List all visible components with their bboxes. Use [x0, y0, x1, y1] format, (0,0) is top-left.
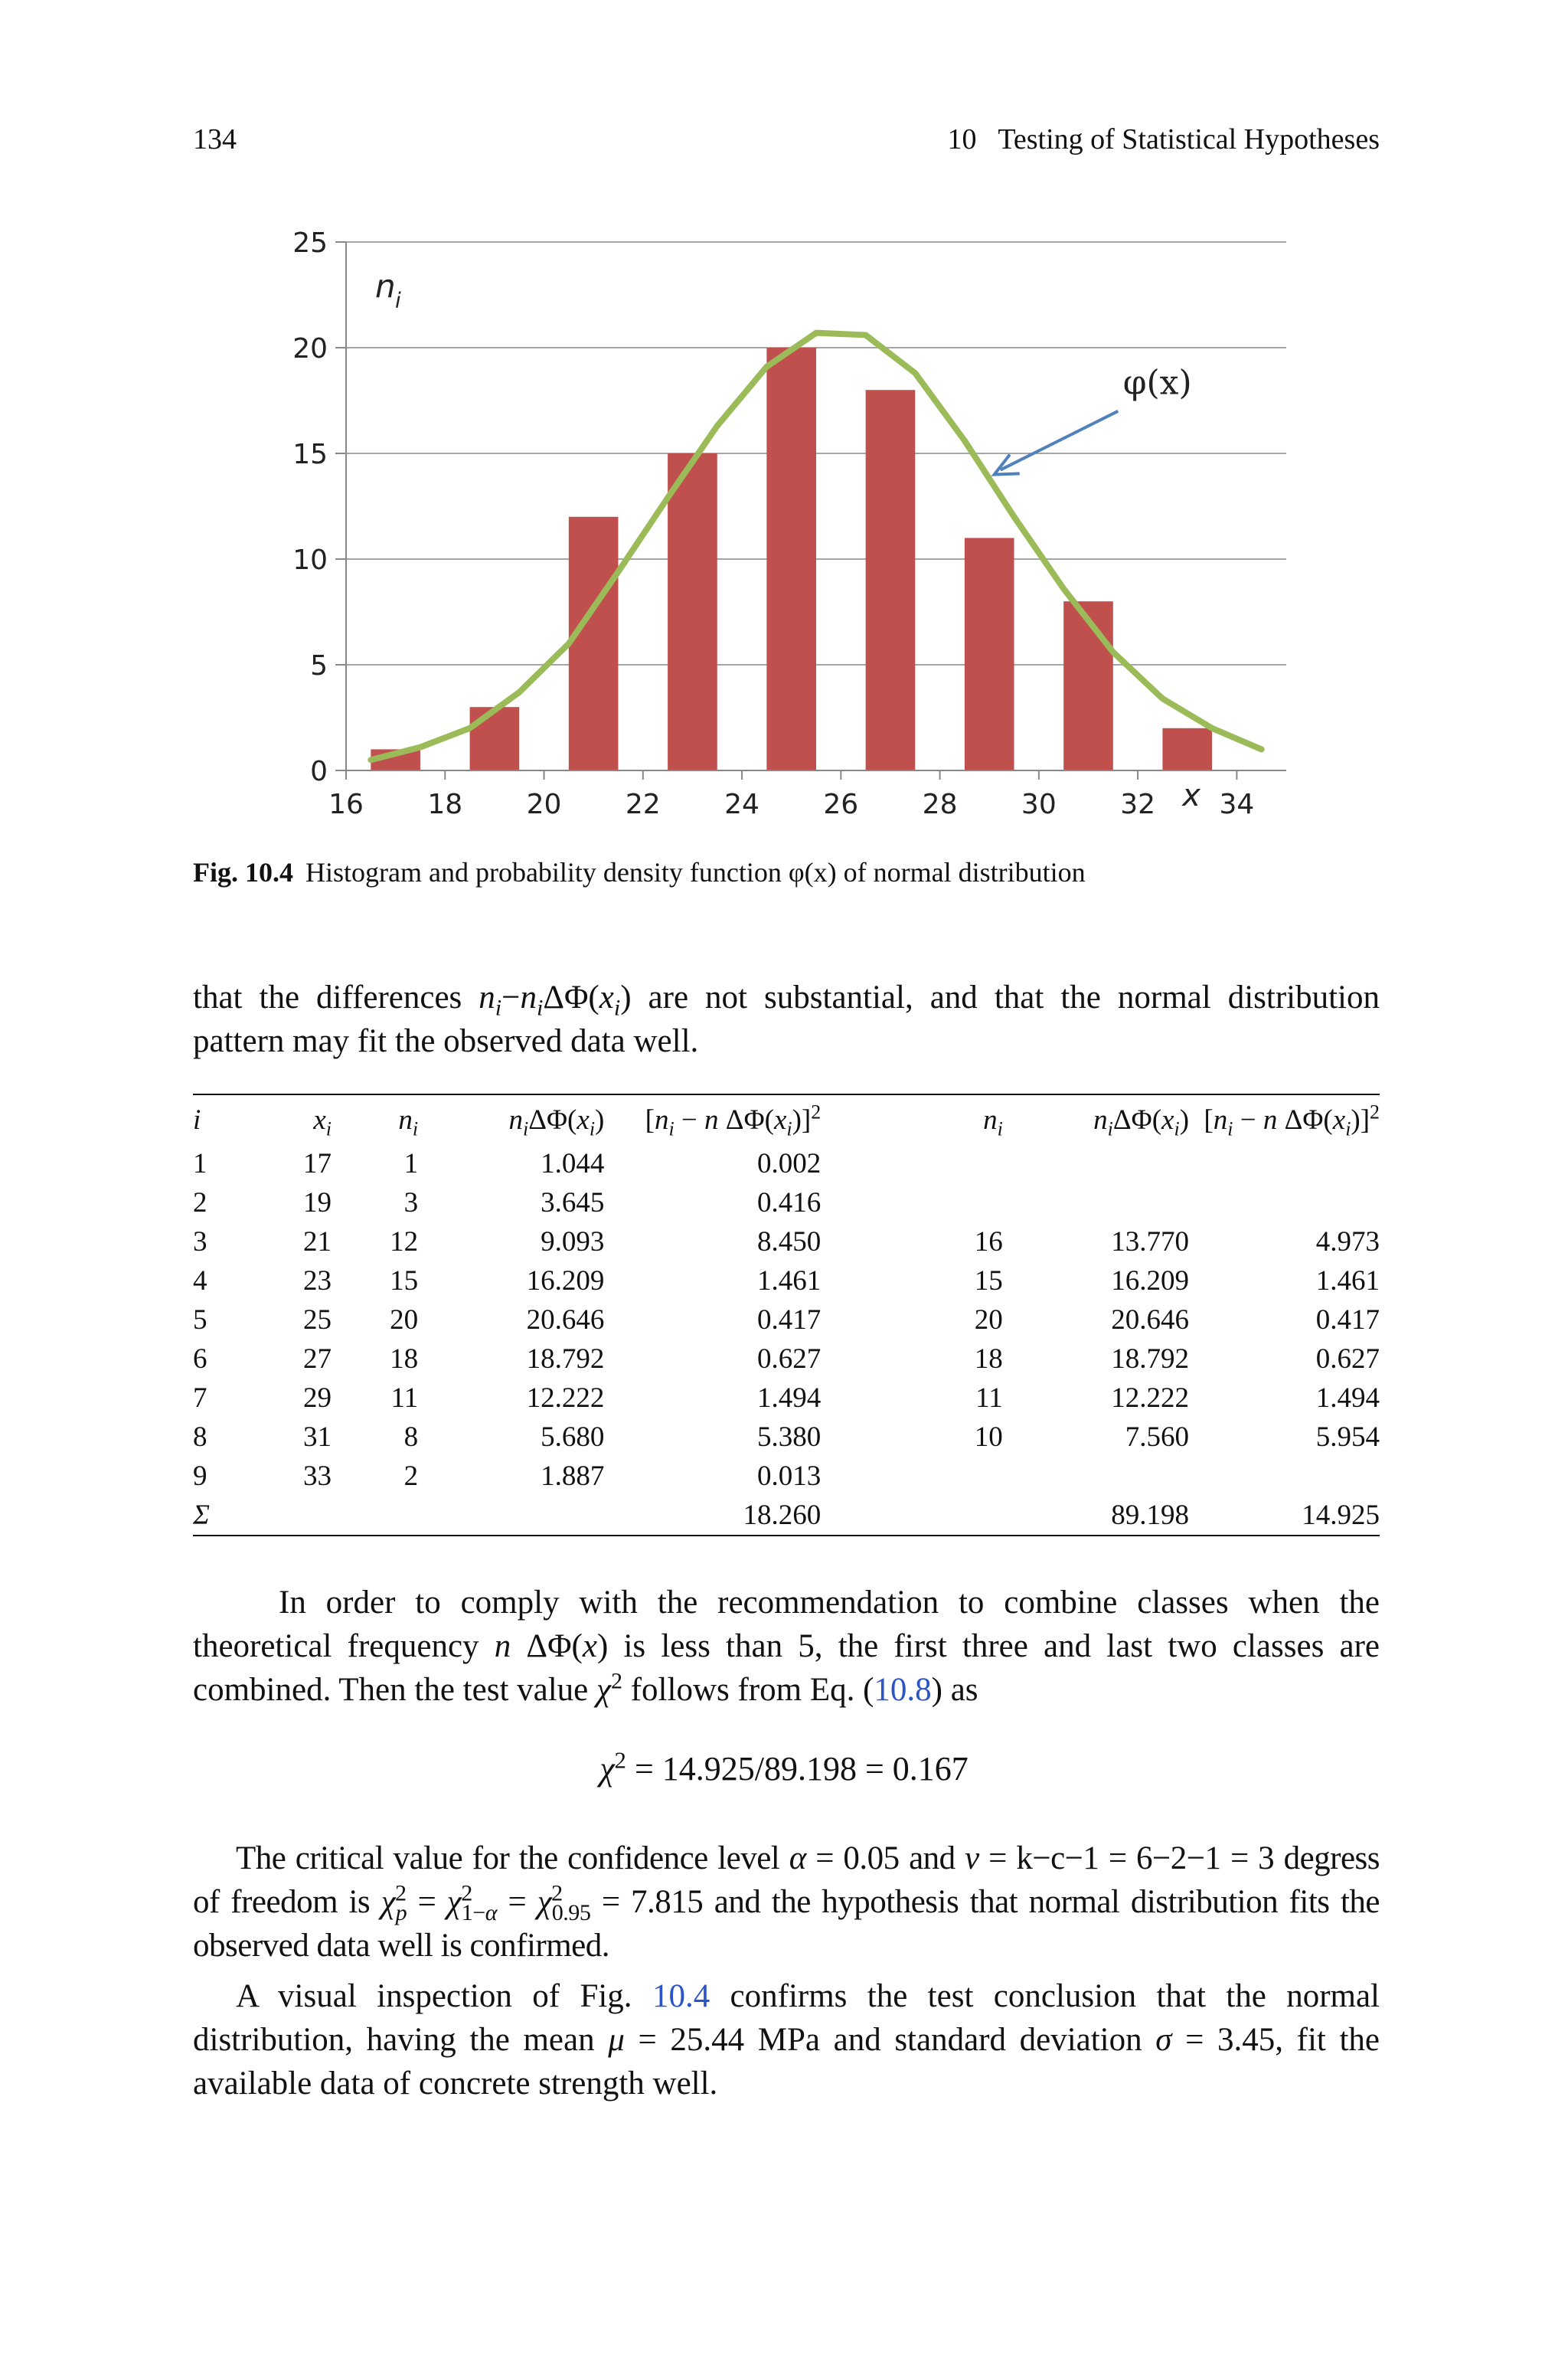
table-cell: 1.461 — [756, 1265, 822, 1297]
table-row — [193, 1144, 1380, 1183]
x-tick-label: 26 — [823, 789, 859, 820]
table-cell — [1003, 1183, 1189, 1222]
table-header-row — [193, 1094, 1380, 1144]
histogram-bar — [866, 390, 916, 770]
figure-caption — [193, 856, 1380, 888]
table-cell: 8 — [403, 1421, 419, 1453]
table-cell: 15 — [390, 1265, 419, 1297]
table-cell — [418, 1496, 604, 1536]
table-cell: 12 — [390, 1226, 419, 1258]
intro-paragraph: that the differences $n_i-n_i\Delta\Phi(x_i)$ are not substantial, and that the normal distribution pattern may fit the observed data well. — [193, 980, 1380, 1059]
table-cell: 5.954 — [1315, 1421, 1380, 1453]
histogram-bar — [965, 538, 1014, 770]
table-cell — [271, 1496, 332, 1536]
x-axis-label: x — [1182, 778, 1200, 813]
col-ndphi-combined: $n_i\Delta\Phi(x_i)$ — [1093, 1104, 1190, 1140]
table-cell: 0.417 — [756, 1304, 822, 1336]
table-cell: 1 — [193, 1148, 207, 1179]
table-cell: 1.461 — [1315, 1265, 1380, 1297]
table-cell — [1189, 1457, 1380, 1496]
table-cell: 19 — [303, 1187, 332, 1218]
paragraph-combine: In order to comply with the recommendation to combine classes when the theoretical frequency n ΔΦ(x) is less than 5, the first three and last two classes are combined. Then the test value $\chi^2$ follows from Eq. (10.8) as — [193, 1585, 1380, 1708]
table-cell: 20.646 — [526, 1304, 605, 1336]
table-cell: 20 — [390, 1304, 419, 1336]
table-cell: 16 — [974, 1226, 1003, 1258]
table-cell — [821, 1496, 1003, 1536]
table-cell: 20 — [974, 1304, 1003, 1336]
table-cell: 17 — [303, 1148, 332, 1179]
table-cell — [821, 1457, 1003, 1496]
table-cell: 8.450 — [756, 1226, 822, 1258]
table-cell — [332, 1496, 418, 1536]
table-row — [193, 1261, 1380, 1300]
table-cell: 9 — [193, 1460, 207, 1492]
table-cell: 21 — [303, 1226, 332, 1258]
table-cell: 14.925 — [1302, 1500, 1380, 1531]
table-cell: 1.494 — [1315, 1382, 1380, 1414]
table-cell — [1003, 1144, 1189, 1183]
curve-label: φ(x) — [1122, 363, 1192, 403]
histogram-bar — [569, 517, 619, 770]
table-cell: 4.973 — [1315, 1226, 1380, 1258]
table-cell: Σ — [193, 1500, 210, 1531]
y-tick-label: 15 — [292, 439, 328, 470]
histogram-bar — [1162, 728, 1212, 770]
table-cell: 10 — [974, 1421, 1003, 1453]
col-i: i — [193, 1104, 201, 1136]
page-number: 134 — [193, 123, 237, 155]
table-cell: 12.222 — [1111, 1382, 1190, 1414]
table-cell — [1189, 1144, 1380, 1183]
table-cell: 16.209 — [1111, 1265, 1190, 1297]
histogram-bar — [668, 453, 717, 770]
table-cell: 9.093 — [541, 1226, 605, 1258]
table-cell: 0.002 — [756, 1148, 822, 1179]
histogram-chart — [0, 0, 1568, 842]
chi-square-equation: $\chi^2 = 14.925/89.198 = 0.167$ — [599, 1747, 969, 1788]
arrow-head — [995, 454, 1020, 474]
caption-text: Histogram and probability density function φ(x) of normal distribution — [305, 857, 1086, 888]
histogram-bar — [766, 348, 816, 770]
col-sq: [$n_i - n$ $\Delta\Phi(x_i)]^2$ — [645, 1101, 822, 1140]
x-tick-label: 30 — [1021, 789, 1057, 820]
table-cell: 7 — [193, 1382, 207, 1414]
table-cell: 0.627 — [1315, 1343, 1380, 1375]
x-tick-label: 16 — [328, 789, 364, 820]
table-row — [193, 1183, 1380, 1222]
table-cell: 0.013 — [756, 1460, 822, 1492]
x-tick-label: 20 — [526, 789, 562, 820]
y-tick-label: 25 — [292, 227, 328, 259]
col-ni: $n_i$ — [398, 1104, 419, 1140]
table-cell: 4 — [193, 1265, 207, 1297]
table-row — [193, 1496, 1380, 1536]
table-row — [193, 1300, 1380, 1339]
col-ni-combined: $n_i$ — [983, 1104, 1003, 1140]
table-cell: 1.044 — [541, 1148, 605, 1179]
y-axis-label-subscript: i — [395, 287, 401, 313]
table-cell: 25 — [303, 1304, 332, 1336]
table-row — [193, 1222, 1380, 1261]
table-cell: 13.770 — [1111, 1226, 1190, 1258]
table-cell: 0.417 — [1315, 1304, 1380, 1336]
table-cell: 3.645 — [541, 1187, 605, 1218]
col-sq-combined: [$n_i - n$ $\Delta\Phi(x_i)]^2$ — [1204, 1101, 1380, 1140]
table-cell: 23 — [303, 1265, 332, 1297]
table-cell: 18 — [390, 1343, 419, 1375]
table-cell: 5.380 — [756, 1421, 822, 1453]
table-cell: 2 — [193, 1187, 207, 1218]
table-cell: 5 — [193, 1304, 207, 1336]
table-cell: 0.416 — [756, 1187, 822, 1218]
table-cell: 27 — [303, 1343, 332, 1375]
table-cell: 89.198 — [1111, 1500, 1190, 1531]
table-cell: 11 — [390, 1382, 419, 1414]
x-tick-label: 32 — [1120, 789, 1156, 820]
table-row — [193, 1379, 1380, 1418]
histogram-bar — [470, 707, 520, 770]
table-cell: 0.627 — [756, 1343, 822, 1375]
table-cell: 18 — [974, 1343, 1003, 1375]
table-cell: 3 — [193, 1226, 207, 1258]
table-cell: 20.646 — [1111, 1304, 1190, 1336]
table-cell: 18.792 — [526, 1343, 605, 1375]
table-cell — [1003, 1457, 1189, 1496]
y-tick-label: 5 — [310, 650, 328, 682]
table-row — [193, 1339, 1380, 1379]
table-cell: 31 — [303, 1421, 332, 1453]
col-ndphi: $n_i\Delta\Phi(x_i)$ — [508, 1104, 605, 1140]
table-cell: 15 — [974, 1265, 1003, 1297]
paragraph-conclusion: A visual inspection of Fig. 10.4 confirms the test conclusion that the normal distribution, having the mean μ = 25.44 MPa and standard deviation σ = 3.45, fit the available data of concrete strength well. — [193, 1978, 1380, 2102]
y-tick-label: 0 — [310, 756, 328, 787]
table-cell: 2 — [403, 1460, 419, 1492]
paragraph-critical-value: The critical value for the confidence level α = 0.05 and ν = k−c−1 = 6−2−1 = 3 degress of freedom is $\chi^2_p = \chi^2_{1-\alpha} = \chi^2_{0.95} = 7.815$ and the hypothesis that normal distribution fits the observed data well is confirmed. — [193, 1840, 1380, 1964]
table-cell: 1 — [403, 1148, 419, 1179]
x-tick-label: 24 — [724, 789, 760, 820]
figure-label: Fig. 10.4 — [193, 857, 293, 888]
x-tick-label: 34 — [1219, 789, 1255, 820]
table-cell: 29 — [303, 1382, 332, 1414]
table-cell: 1.887 — [541, 1460, 605, 1492]
table-cell: 18.792 — [1111, 1343, 1190, 1375]
y-axis-label: n — [375, 267, 396, 305]
histogram-bar — [1063, 601, 1113, 770]
table-row — [193, 1457, 1380, 1496]
y-tick-label: 10 — [292, 545, 328, 576]
table-cell: 6 — [193, 1343, 207, 1375]
x-tick-label: 28 — [922, 789, 958, 820]
arrow-line — [1001, 411, 1119, 470]
chi-square-table — [193, 1094, 1380, 1536]
table-cell: 7.560 — [1125, 1421, 1190, 1453]
table-cell — [1189, 1183, 1380, 1222]
col-xi: $x_i$ — [313, 1104, 332, 1140]
table-cell: 16.209 — [526, 1265, 605, 1297]
table-cell: 1.494 — [756, 1382, 822, 1414]
table-cell: 11 — [975, 1382, 1003, 1414]
table-row — [193, 1418, 1380, 1457]
eq-reference-link[interactable]: 10.8 — [874, 1672, 932, 1708]
x-tick-label: 22 — [625, 789, 661, 820]
table-cell — [821, 1183, 1003, 1222]
table-cell: 5.680 — [541, 1421, 605, 1453]
figure-reference-link[interactable]: 10.4 — [652, 1978, 710, 2014]
y-tick-label: 20 — [292, 333, 328, 365]
table-cell — [821, 1144, 1003, 1183]
table-cell: 8 — [193, 1421, 207, 1453]
x-tick-label: 18 — [427, 789, 463, 820]
table-cell: 3 — [403, 1187, 419, 1218]
table-cell: 12.222 — [526, 1382, 605, 1414]
running-title: 10 Testing of Statistical Hypotheses — [947, 123, 1380, 155]
table-cell: 18.260 — [743, 1500, 822, 1531]
table-cell: 33 — [303, 1460, 332, 1492]
